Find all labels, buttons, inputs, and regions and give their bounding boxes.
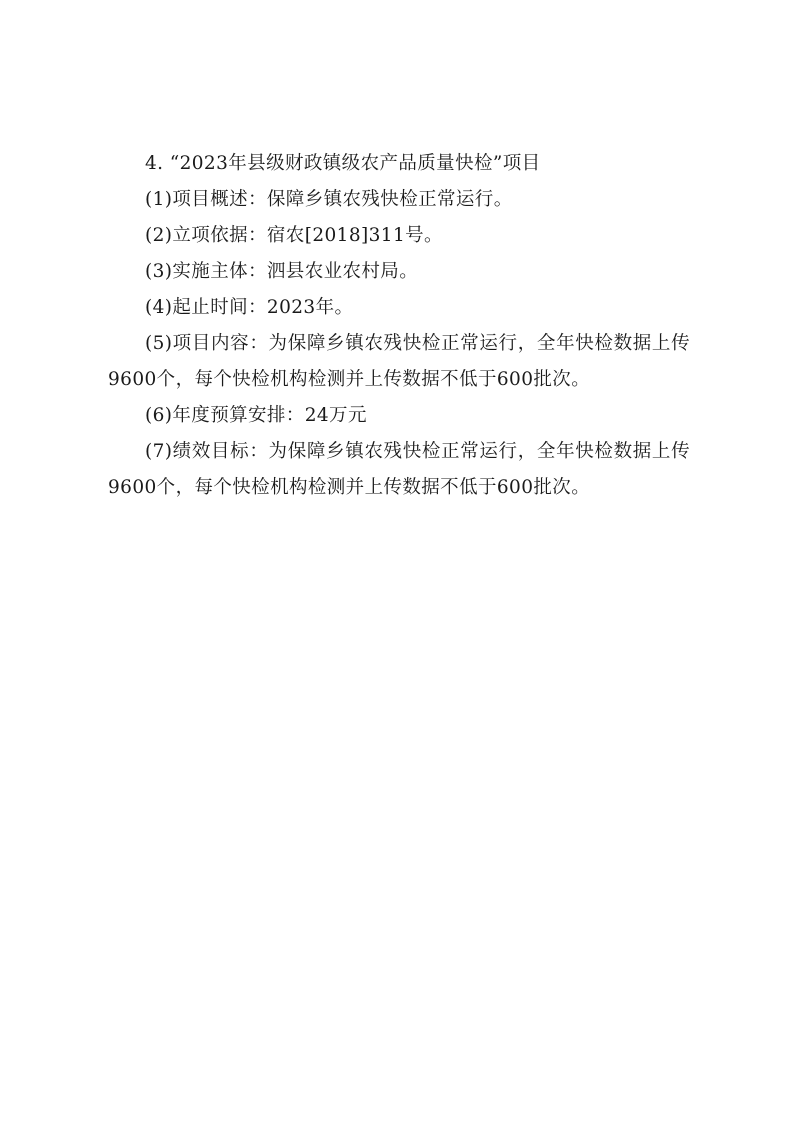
item-implementer: (3)实施主体：泗县农业农村局。 [145, 261, 419, 282]
document-body [108, 146, 690, 506]
item-basis: (2)立项依据：宿农[2018]311号。 [145, 225, 443, 246]
item-content: (5)项目内容：为保障乡镇农残快检正常运行，全年快检数据上传9600个，每个快检机构检测并上传数据不低于600批次。 [108, 333, 690, 390]
item-period: (4)起止时间：2023年。 [145, 297, 354, 318]
item-budget: (6)年度预算安排：24万元 [145, 405, 367, 426]
section-heading: 4. “2023年县级财政镇级农产品质量快检”项目 [145, 153, 541, 174]
item-overview: (1)项目概述：保障乡镇农残快检正常运行。 [145, 189, 513, 210]
item-performance-goal: (7)绩效目标：为保障乡镇农残快检正常运行，全年快检数据上传9600个，每个快检机构检测并上传数据不低于600批次。 [108, 441, 690, 498]
